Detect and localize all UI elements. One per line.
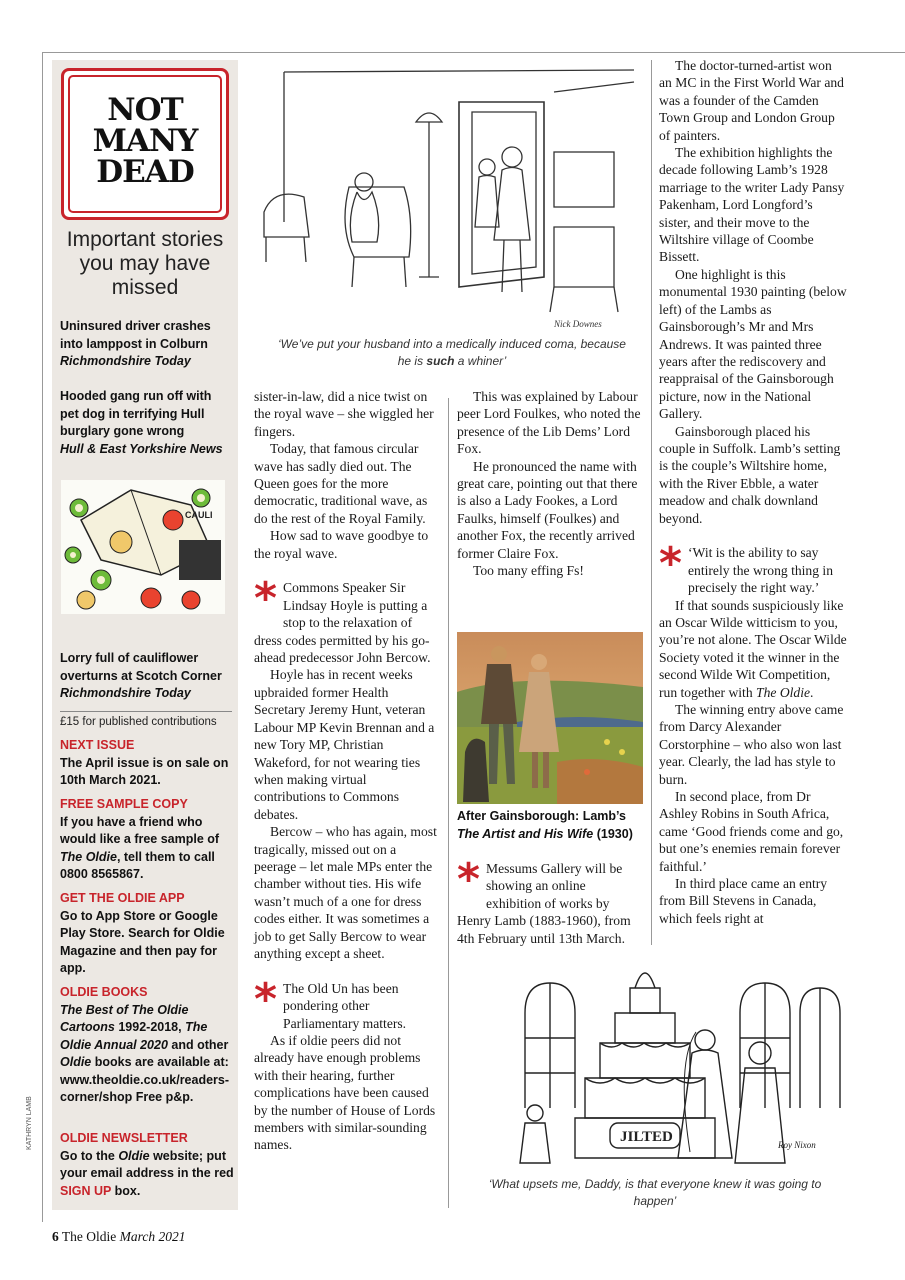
col1-item-speaker	[254, 573, 440, 666]
col3-p6-pre: If that sounds suspiciously like an Oscar Wilde witticism to you, you’re not alone. The Oscar Wilde Society voted it the winner in the second Wilde Wit Competition, run together with	[659, 597, 847, 700]
books-title-1: The Best of The Oldie Cartoons	[60, 1002, 189, 1034]
col1-paragraph: Today, that famous circular wave has sadly died out. The Queen goes for the more democratic, traditional wave, as do the rest of the Royal Family.	[254, 441, 428, 526]
col1-paragraph: Commons Speaker Sir Lindsay Hoyle is putting a stop to the relaxation of dress codes permitted by his go-ahead predecessor John Bercow.	[254, 580, 431, 666]
newsletter-mid: website; put your email address in the red	[60, 1148, 234, 1180]
column-rule	[651, 60, 652, 945]
story-item	[60, 388, 232, 458]
newsletter-block	[60, 1130, 234, 1200]
col3-paragraph: In third place came an entry from Bill Stevens in Canada, which feels right at	[659, 876, 828, 926]
col3-paragraph: The doctor-turned-artist won an MC in the First World War and was a founder of the Camden Town Group and London Group of painters.	[659, 58, 844, 143]
lorry-sign: CAULI	[185, 510, 213, 520]
newsletter-post: box.	[111, 1183, 141, 1198]
story-headline: Uninsured driver crashes into lamppost in Colburn	[60, 319, 211, 351]
painting-caption-post: (1930)	[593, 826, 633, 841]
books-block	[60, 984, 234, 1107]
top-rule	[42, 52, 905, 53]
story-headline: Hooded gang run off with pet dog in terrifying Hull burglary gone wrong	[60, 389, 212, 438]
col3-paragraph: One highlight is this monumental 1930 painting (below left) of the Lambs as Gainsborough’s Mr and Mrs Andrews. It was painted three years after the rediscovery and reappraisal of the Gainsborough picture, now in the National Gallery.	[659, 266, 847, 422]
cake-label: JILTED	[620, 1129, 673, 1145]
not-many-dead-badge	[61, 68, 229, 220]
asterisk-icon: *	[254, 973, 278, 1025]
left-rule	[42, 52, 43, 1222]
artist-and-wife-painting	[457, 632, 643, 804]
story-headline: Lorry full of cauliflower overturns at Scotch Corner	[60, 651, 222, 683]
books-text	[60, 1002, 234, 1107]
next-issue-heading: NEXT ISSUE	[60, 738, 135, 752]
app-text: Go to App Store or Google Play Store. Search for Oldie Magazine and then pay for app.	[60, 908, 225, 975]
books-oldie: Oldie	[60, 1055, 92, 1069]
badge-line-2: MANY	[92, 123, 198, 159]
column-2-lower	[457, 854, 643, 947]
col2-paragraph: He pronounced the name with great care, pointing out that there is also a Lady Fookes, a Lord Faulks, himself (Foulkes) and another Fox, the recently arrived former Claire Fox.	[457, 458, 638, 561]
col1-paragraph: The Old Un has been pondering other Parliamentary matters.	[283, 980, 407, 1031]
sidebar-divider	[60, 711, 232, 712]
books-title-2: The Oldie Annual 2020	[60, 1020, 208, 1052]
cauliflower-lorry-illustration	[61, 480, 225, 614]
story-source: Richmondshire Today	[60, 354, 191, 368]
newsletter-heading: OLDIE NEWSLETTER	[60, 1131, 188, 1145]
col3-paragraph: In second place, from Dr Ashley Robins in South Africa, came ‘Good friends come and go, but one’s enemies remain forever faithful.’	[659, 789, 844, 874]
col1-paragraph: As if oldie peers did not already have enough problems with their hearing, further complications have been caused by the number of House of Lords members with similar-sounding names.	[254, 1033, 436, 1153]
col3-paragraph: Gainsborough placed his couple in Suffolk. Lamb’s setting is the couple’s Wiltshire home, with the River Ebble, a water meadow and chalk downland beyond.	[659, 423, 841, 526]
asterisk-icon: *	[254, 573, 278, 625]
app-heading: GET THE OLDIE APP	[60, 891, 185, 905]
page-number: 6	[52, 1229, 59, 1244]
caption-pre: ‘We’ve put your husband into a medically induced coma, because he is	[278, 337, 626, 368]
free-sample-block	[60, 796, 234, 884]
col1-item-oldun	[254, 973, 440, 1032]
magazine-name: The Oldie	[61, 1229, 117, 1244]
column-2	[457, 388, 643, 579]
coma-cartoon-caption	[272, 336, 632, 370]
free-sample-magazine: The Oldie	[60, 849, 117, 864]
story-item	[60, 650, 232, 703]
free-sample-text	[60, 814, 234, 884]
col3-paragraph	[659, 597, 847, 701]
col1-paragraph: sister-in-law, did a nice twist on the royal wave – she wiggled her fingers.	[254, 389, 434, 439]
not-many-dead-sidebar	[52, 60, 238, 1210]
col2-item-messums	[457, 854, 643, 947]
next-issue-block	[60, 737, 234, 790]
newsletter-pre: Go to the	[60, 1148, 119, 1163]
jilted-cartoon-caption: ‘What upsets me, Daddy, is that everyone knew it was going to happen’	[488, 1177, 822, 1208]
painting-caption-title: The Artist and His Wife	[457, 826, 594, 841]
sidebar-title: Important stories you may have missed	[66, 228, 224, 299]
story-source: Richmondshire Today	[60, 686, 191, 700]
caption-post: a whiner’	[454, 354, 507, 368]
col3-paragraph: The exhibition highlights the decade following Lamb’s 1928 marriage to the writer Lady Pansy Pakenham, Lord Longford’s sister, and their move to the Wiltshire village of Coombe Bissett.	[659, 145, 845, 265]
col3-paragraph: ‘Wit is the ability to say entirely the wrong thing in precisely the right way.’	[688, 545, 833, 596]
cartoon-signature-top: Nick Downes	[554, 319, 602, 329]
books-post: books are available at: www.theoldie.co.uk/readers-corner/shop Free p&p.	[60, 1055, 230, 1104]
column-rule	[448, 398, 449, 1208]
badge-line-1: NOT	[107, 92, 183, 128]
col2-paragraph: Messums Gallery will be showing an online exhibition of works by Henry Lamb (1883-1960), from 4th February until 13th March.	[457, 861, 631, 946]
cartoon-signature-bottom: Roy Nixon	[778, 1140, 816, 1150]
books-years: 1992-2018,	[114, 1020, 182, 1034]
asterisk-icon: *	[659, 538, 683, 590]
asterisk-icon: *	[457, 854, 481, 905]
jilted-cake-cartoon	[460, 958, 852, 1170]
col1-paragraph: How sad to wave goodbye to the royal wave.	[254, 528, 429, 561]
col2-paragraph: Too many effing Fs!	[473, 563, 584, 579]
badge-line-3: DEAD	[96, 154, 194, 190]
col1-paragraph: Hoyle has in recent weeks upbraided former Health Secretary Jeremy Hunt, veteran Labour MP Kevin Brennan and a new Tory MP, Christian Wakeford, for not wearing ties when making virtual contributions to Commons debates.	[254, 667, 435, 822]
free-sample-heading: FREE SAMPLE COPY	[60, 797, 188, 811]
payment-note: £15 for published contributions	[60, 716, 217, 728]
painting-caption-pre: After Gainsborough: Lamb’s	[457, 809, 626, 823]
free-sample-pre: If you have a friend who would like a free sample of	[60, 814, 220, 846]
free-sample-post: , tell them to call 0800 8565867.	[60, 849, 215, 881]
col3-p6-post: .	[810, 684, 814, 700]
col3-item-wit	[659, 538, 847, 596]
column-3	[659, 57, 847, 927]
column-1	[254, 388, 440, 1154]
col1-paragraph: Bercow – who has again, most tragically, missed out on a peerage – let male MPs enter the chamber without ties. His wife wasn’t much of a one for dress codes either. It was sometimes a job to get Sally Bercow to wear anything except a sheet.	[254, 824, 437, 961]
sign-up-link[interactable]: SIGN UP	[60, 1183, 112, 1198]
coma-cartoon	[254, 62, 646, 334]
painting-caption	[457, 808, 647, 843]
col2-paragraph: This was explained by Labour peer Lord Foulkes, who noted the presence of the Lib Dems’ Lord Fox.	[457, 389, 641, 457]
books-heading: OLDIE BOOKS	[60, 985, 148, 999]
story-source: Hull & East Yorkshire News	[60, 441, 223, 456]
story-item	[60, 318, 232, 371]
newsletter-text	[60, 1148, 234, 1201]
caption-bold: such	[426, 354, 455, 368]
page-folio	[52, 1229, 186, 1245]
newsletter-oldie: Oldie	[118, 1148, 150, 1163]
col3-paragraph: The winning entry above came from Darcy Alexander Corstorphine – who also won last year. Clearly, the lad has style to burn.	[659, 702, 844, 787]
books-and: and other	[167, 1037, 229, 1052]
next-issue-text: The April issue is on sale on 10th March 2021.	[60, 755, 229, 787]
photo-credit: KATHRYN LAMB	[26, 1096, 33, 1150]
app-block	[60, 890, 234, 978]
badge-title	[64, 92, 226, 190]
col3-p6-magazine: The Oldie	[756, 684, 811, 700]
issue-date: March 2021	[119, 1229, 186, 1244]
